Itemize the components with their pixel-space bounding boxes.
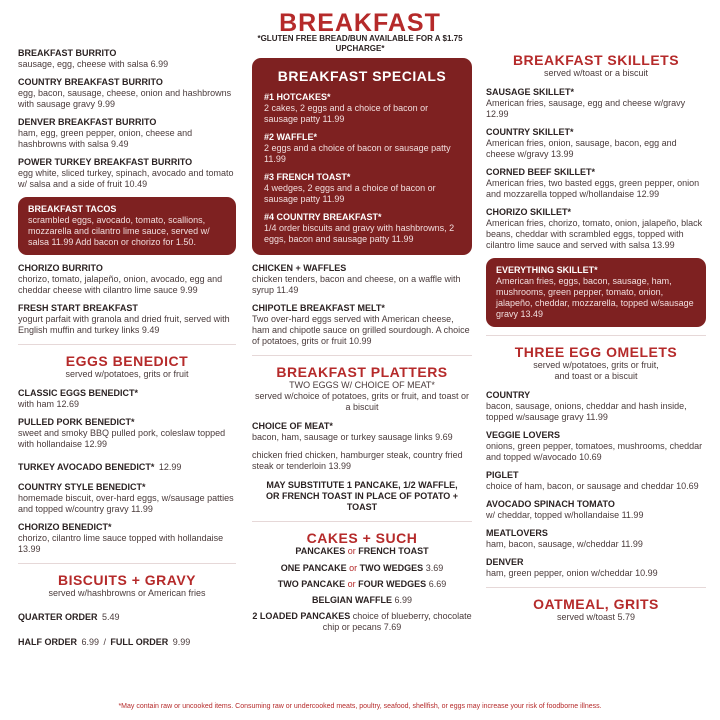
divider bbox=[486, 587, 706, 588]
item-desc: onions, green pepper, tomatoes, mushrooms, cheddar and topped w/avocado 10.69 bbox=[486, 441, 703, 462]
cakes-subtitle bbox=[252, 546, 472, 557]
everything-skillet-box bbox=[486, 258, 706, 327]
menu-item bbox=[486, 207, 706, 251]
substitute-note: MAY SUBSTITUTE 1 PANCAKE, 1/2 WAFFLE, OR FRENCH TOAST IN PLACE OF POTATO + TOAST bbox=[265, 480, 459, 512]
divider bbox=[18, 344, 236, 345]
tacos-box bbox=[18, 197, 236, 255]
item-name: #4 COUNTRY BREAKFAST* bbox=[264, 212, 382, 222]
item-name: BELGIAN WAFFLE bbox=[311, 595, 392, 605]
item-name: CHOICE OF MEAT* bbox=[252, 421, 333, 431]
item-name: PULLED PORK BENEDICT* bbox=[18, 417, 135, 427]
item-name: COUNTRY bbox=[486, 390, 531, 400]
item-desc: American fries, chorizo, tomato, onion, jalapeño, black beans, cheddar with scrambled eggs, topped with cilantro lime sauce and served with salsa 13.99 bbox=[486, 218, 703, 250]
menu-item bbox=[486, 167, 706, 200]
item-name: CHIPOTLE BREAKFAST MELT* bbox=[252, 303, 385, 313]
section-title-specials: BREAKFAST SPECIALS bbox=[277, 68, 447, 84]
item-desc: egg white, sliced turkey, spinach, avocado and tomato w/ salsa and a side of fruit 10.49 bbox=[18, 168, 234, 189]
menu-item bbox=[18, 417, 236, 450]
section-title-benedict: EGGS BENEDICT bbox=[65, 353, 189, 369]
section-title-oatmeal: OATMEAL, GRITS bbox=[533, 596, 659, 612]
section-title-cakes: CAKES + SUCH bbox=[306, 530, 418, 546]
menu-item bbox=[486, 127, 706, 160]
french-toast-label: FRENCH TOAST bbox=[358, 546, 429, 556]
section-title-skillets: BREAKFAST SKILLETS bbox=[512, 52, 680, 68]
item-price: 9.99 bbox=[172, 637, 191, 647]
column-middle bbox=[252, 58, 472, 633]
item-desc: American fries, onion, sausage, bacon, egg and cheese w/gravy 13.99 bbox=[486, 138, 677, 159]
item-name: VEGGIE LOVERS bbox=[486, 430, 561, 440]
menu-item bbox=[486, 528, 706, 550]
column-right bbox=[486, 52, 706, 631]
menu-item bbox=[486, 390, 706, 423]
item-name: #3 FRENCH TOAST* bbox=[264, 172, 351, 182]
item-desc: bacon, ham, sausage or turkey sausage links 9.69 bbox=[252, 432, 453, 442]
item-desc: chorizo, tomato, jalapeño, onion, avocado, egg and cheddar cheese with cilantro lime sauce 9.99 bbox=[18, 274, 223, 295]
menu-title: BREAKFAST bbox=[279, 9, 441, 37]
item-name: CHICKEN + WAFFLES bbox=[252, 263, 347, 273]
menu-item bbox=[18, 263, 236, 296]
or-word: or bbox=[347, 546, 356, 556]
menu-item bbox=[264, 92, 460, 125]
item-name: ONE PANCAKE bbox=[280, 563, 347, 573]
item-price: 6.99 bbox=[394, 595, 413, 605]
menu-item bbox=[18, 48, 236, 70]
or-word: or bbox=[347, 579, 356, 589]
item-name: #2 WAFFLE* bbox=[264, 132, 318, 142]
item-desc: chicken tenders, bacon and cheese, on a waffle with syrup 11.49 bbox=[252, 274, 461, 295]
item-name: 2 LOADED PANCAKES bbox=[252, 611, 351, 621]
divider bbox=[486, 335, 706, 336]
item-desc: 2 cakes, 2 eggs and a choice of bacon or sausage patty 11.99 bbox=[264, 103, 429, 124]
divider bbox=[252, 521, 472, 522]
item-name: POWER TURKEY BREAKFAST BURRITO bbox=[18, 157, 193, 167]
section-subtitle: served w/toast 5.79 bbox=[556, 612, 636, 622]
item-name: SAUSAGE SKILLET* bbox=[486, 87, 575, 97]
item-desc: ham, egg, green pepper, onion, cheese and hashbrowns with salsa 9.49 bbox=[18, 128, 193, 149]
cakes-line-1 bbox=[252, 563, 472, 574]
item-desc: with ham 12.69 bbox=[18, 399, 80, 409]
item-name: MEATLOVERS bbox=[486, 528, 548, 538]
item-name: FULL ORDER bbox=[110, 637, 169, 647]
item-name: CLASSIC EGGS BENEDICT* bbox=[18, 388, 139, 398]
menu-item bbox=[264, 132, 460, 165]
section-subtitle: served w/toast or a biscuit bbox=[543, 68, 649, 78]
menu-item bbox=[18, 607, 236, 625]
section-title-biscuits: BISCUITS + GRAVY bbox=[57, 572, 197, 588]
menu-item bbox=[486, 499, 706, 521]
item-name: DENVER bbox=[486, 557, 524, 567]
specials-box bbox=[252, 58, 472, 255]
menu-item bbox=[264, 212, 460, 245]
item-name: COUNTRY BREAKFAST BURRITO bbox=[18, 77, 163, 87]
menu-item bbox=[18, 77, 236, 110]
platters-sub2: served w/choice of potatoes, grits or fruit, and toast or a biscuit bbox=[254, 391, 470, 412]
item-price: 3.69 bbox=[425, 563, 444, 573]
item-desc: w/ cheddar, topped w/hollandaise 11.99 bbox=[486, 510, 644, 520]
item-desc: egg, bacon, sausage, cheese, onion and hashbrowns with sausage gravy 9.99 bbox=[18, 88, 232, 109]
separator: / bbox=[103, 637, 106, 647]
section-title-omelets: THREE EGG OMELETS bbox=[514, 344, 678, 360]
divider bbox=[252, 355, 472, 356]
item-name: COUNTRY STYLE BENEDICT* bbox=[18, 482, 146, 492]
item-name: TURKEY AVOCADO BENEDICT* bbox=[18, 462, 155, 472]
item-desc: 12.99 bbox=[158, 462, 182, 472]
item-desc: bacon, sausage, onions, cheddar and hash inside, topped w/sausage gravy 11.99 bbox=[486, 401, 687, 422]
section-subtitle: served w/potatoes, grits or fruit, and toast or a biscuit bbox=[533, 360, 659, 381]
item-name: HALF ORDER bbox=[18, 637, 77, 647]
item-name: COUNTRY SKILLET* bbox=[486, 127, 574, 137]
cakes-line-4 bbox=[252, 611, 472, 633]
gluten-free-note: *GLUTEN FREE BREAD/BUN AVAILABLE FOR A $1.75 UPCHARGE* bbox=[257, 34, 463, 53]
section-subtitle: served w/hashbrowns or American fries bbox=[48, 588, 206, 598]
item-name: EVERYTHING SKILLET* bbox=[496, 265, 598, 275]
item-desc: sausage, egg, cheese with salsa 6.99 bbox=[18, 59, 169, 69]
item-name: BREAKFAST BURRITO bbox=[18, 48, 117, 58]
item-desc: homemade biscuit, over-hard eggs, w/sausage patties and topped w/country gravy 11.99 bbox=[18, 493, 234, 514]
item-desc: American fries, sausage, egg and cheese w/gravy 12.99 bbox=[486, 98, 686, 119]
menu-item bbox=[18, 388, 236, 410]
platters-sub1: TWO EGGS W/ CHOICE OF MEAT* bbox=[289, 380, 435, 390]
item-desc: Two over-hard eggs served with American cheese, ham and chipotle sauce on grilled sourdough. A choice of potatoes, grits or fruit 10.99 bbox=[252, 314, 470, 346]
menu-item bbox=[264, 172, 460, 205]
item-desc: chorizo, cilantro lime sauce topped with hollandaise 13.99 bbox=[18, 533, 224, 554]
section-subtitle: served w/potatoes, grits or fruit bbox=[65, 369, 189, 379]
menu-item bbox=[18, 522, 236, 555]
item-desc: 1/4 order biscuits and gravy with hashbrowns, 2 eggs, bacon and sausage patty 11.99 bbox=[264, 223, 455, 244]
menu-item bbox=[18, 632, 236, 650]
item-name: #1 HOTCAKES* bbox=[264, 92, 331, 102]
menu-item bbox=[18, 117, 236, 150]
menu-item bbox=[486, 87, 706, 120]
menu-item bbox=[252, 263, 472, 296]
item-desc: 4 wedges, 2 eggs and a choice of bacon or sausage patty 11.99 bbox=[264, 183, 436, 204]
item-desc: choice of ham, bacon, or sausage and cheddar 10.69 bbox=[486, 481, 699, 491]
menu-item bbox=[18, 303, 236, 336]
item-name: FRESH START BREAKFAST bbox=[18, 303, 138, 313]
item-name: CORNED BEEF SKILLET* bbox=[486, 167, 596, 177]
menu-item bbox=[252, 303, 472, 347]
cakes-line-2 bbox=[252, 579, 472, 590]
item-price: 6.99 bbox=[81, 637, 99, 647]
item-desc: scrambled eggs, avocado, tomato, scallions, mozzarella and cilantro lime sauce, served w/ salsa 11.99 Add bacon or chorizo for 1.50. bbox=[28, 215, 210, 247]
item-name: CHORIZO BURRITO bbox=[18, 263, 103, 273]
item-desc: sweet and smoky BBQ pulled pork, coleslaw topped with hollandaise 12.99 bbox=[18, 428, 226, 449]
item-desc: chicken fried chicken, hamburger steak, country fried steak or tenderloin 13.99 bbox=[252, 450, 463, 471]
item-price: 5.49 bbox=[101, 612, 120, 622]
item-desc: yogurt parfait with granola and dried fruit, served with English muffin and turkey links 9.49 bbox=[18, 314, 230, 335]
menu-item bbox=[18, 157, 236, 190]
item-desc: 2 eggs and a choice of bacon or sausage patty 11.99 bbox=[264, 143, 451, 164]
item-desc: ham, bacon, sausage, w/cheddar 11.99 bbox=[486, 539, 643, 549]
item-name: QUARTER ORDER bbox=[18, 612, 98, 622]
allergen-disclaimer: *May contain raw or uncooked items. Consuming raw or undercooked meats, poultry, seafood, shellfish, or eggs may increase your risk of foodborne illness. bbox=[118, 703, 602, 710]
cakes-line-3 bbox=[252, 595, 472, 606]
item-name: TWO PANCAKE bbox=[277, 579, 346, 589]
item-name: CHORIZO SKILLET* bbox=[486, 207, 571, 217]
column-left bbox=[18, 48, 236, 657]
item-price: 6.69 bbox=[428, 579, 447, 589]
item-name: BREAKFAST TACOS bbox=[28, 204, 117, 214]
menu-item bbox=[486, 470, 706, 492]
menu-item bbox=[18, 457, 236, 475]
item-name: TWO WEDGES bbox=[359, 563, 424, 573]
item-desc: American fries, two basted eggs, green pepper, onion and mozzarella topped w/hollandaise 12.99 bbox=[486, 178, 700, 199]
item-name: FOUR WEDGES bbox=[358, 579, 427, 589]
item-name: DENVER BREAKFAST BURRITO bbox=[18, 117, 157, 127]
or-word: or bbox=[349, 563, 358, 573]
item-name: CHORIZO BENEDICT* bbox=[18, 522, 112, 532]
menu-item bbox=[486, 557, 706, 579]
item-desc: ham, green pepper, onion w/cheddar 10.99 bbox=[486, 568, 658, 578]
item-desc: American fries, eggs, bacon, sausage, ham, mushrooms, green pepper, tomato, onion, jalapeño, cheddar, mozzarella, topped w/sausage gravy 13.49 bbox=[496, 276, 694, 319]
menu-item bbox=[18, 482, 236, 515]
item-desc: choice of blueberry, chocolate chip or pecans 7.69 bbox=[322, 611, 472, 632]
divider bbox=[18, 563, 236, 564]
pancakes-label: PANCAKES bbox=[295, 546, 346, 556]
menu-item bbox=[486, 430, 706, 463]
menu-item bbox=[252, 450, 472, 472]
section-title-platters: BREAKFAST PLATTERS bbox=[276, 364, 448, 380]
item-name: PIGLET bbox=[486, 470, 519, 480]
menu-item bbox=[252, 421, 472, 443]
item-name: AVOCADO SPINACH TOMATO bbox=[486, 499, 615, 509]
